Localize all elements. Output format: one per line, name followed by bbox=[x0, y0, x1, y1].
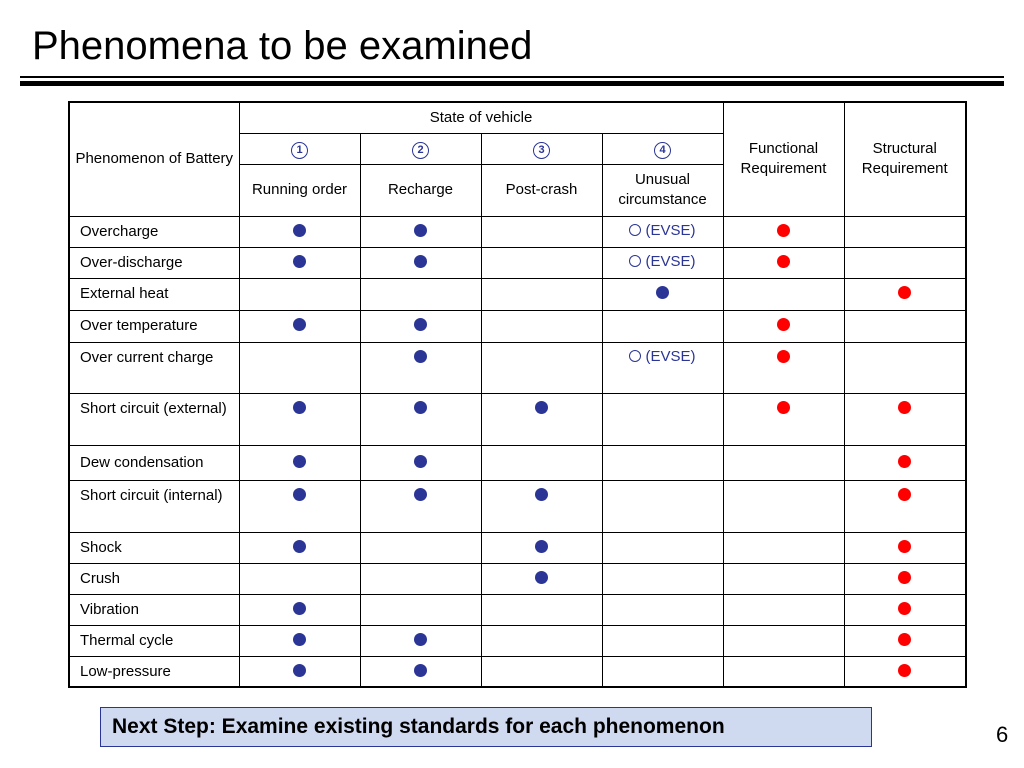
mark-cell bbox=[360, 625, 481, 656]
blue-dot-icon bbox=[293, 255, 306, 268]
mark-cell bbox=[360, 532, 481, 563]
page-number: 6 bbox=[996, 722, 1009, 747]
circled-number-2: 2 bbox=[412, 142, 429, 159]
blue-dot-icon bbox=[293, 488, 306, 501]
mark-cell bbox=[360, 216, 481, 247]
blue-dot-icon bbox=[293, 224, 306, 237]
phenomenon-name: Vibration bbox=[69, 594, 239, 625]
mark-cell bbox=[481, 656, 602, 687]
mark-cell bbox=[239, 625, 360, 656]
blue-dot-icon bbox=[293, 455, 306, 468]
blue-dot-icon bbox=[414, 455, 427, 468]
mark-cell bbox=[481, 445, 602, 480]
table-row bbox=[69, 247, 966, 278]
title-rule-thick bbox=[20, 81, 1004, 86]
red-dot-icon bbox=[898, 633, 911, 646]
mark-cell bbox=[723, 393, 844, 445]
blue-dot-icon bbox=[293, 318, 306, 331]
mark-cell bbox=[844, 310, 966, 342]
phenomenon-name: Over-discharge bbox=[69, 247, 239, 278]
circled-number-4: 4 bbox=[654, 142, 671, 159]
red-dot-icon bbox=[898, 602, 911, 615]
mark-cell bbox=[360, 445, 481, 480]
blue-dot-icon bbox=[535, 571, 548, 584]
circled-number-3: 3 bbox=[533, 142, 550, 159]
mark-cell bbox=[602, 563, 723, 594]
mark-cell bbox=[602, 342, 723, 393]
state-label-post-crash: Post-crash bbox=[481, 164, 602, 216]
table-row bbox=[69, 563, 966, 594]
header-structural-requirement: Structural Requirement bbox=[844, 102, 966, 216]
mark-cell bbox=[844, 342, 966, 393]
mark-cell bbox=[481, 625, 602, 656]
header-phenomenon: Phenomenon of Battery bbox=[69, 102, 239, 216]
mark-cell bbox=[239, 656, 360, 687]
mark-cell bbox=[602, 310, 723, 342]
red-dot-icon bbox=[898, 488, 911, 501]
red-dot-icon bbox=[898, 401, 911, 414]
mark-cell bbox=[360, 278, 481, 310]
blue-dot-icon bbox=[293, 401, 306, 414]
mark-cell bbox=[481, 594, 602, 625]
table-row bbox=[69, 445, 966, 480]
mark-cell bbox=[481, 216, 602, 247]
blue-dot-icon bbox=[535, 401, 548, 414]
header-functional-requirement: Functional Requirement bbox=[723, 102, 844, 216]
blue-dot-icon bbox=[414, 664, 427, 677]
red-dot-icon bbox=[898, 455, 911, 468]
table-row bbox=[69, 625, 966, 656]
phenomenon-name: Over current charge bbox=[69, 342, 239, 393]
blue-dot-icon bbox=[535, 488, 548, 501]
state-label-running-order: Running order bbox=[239, 164, 360, 216]
mark-cell bbox=[481, 247, 602, 278]
phenomenon-name: External heat bbox=[69, 278, 239, 310]
phenomenon-name: Over temperature bbox=[69, 310, 239, 342]
mark-cell bbox=[481, 532, 602, 563]
phenomenon-name: Short circuit (external) bbox=[69, 393, 239, 445]
table-row bbox=[69, 532, 966, 563]
red-dot-icon bbox=[777, 350, 790, 363]
mark-cell bbox=[723, 247, 844, 278]
mark-cell bbox=[481, 342, 602, 393]
open-circle-icon bbox=[629, 350, 641, 362]
mark-cell bbox=[239, 216, 360, 247]
state-number-4 bbox=[602, 133, 723, 164]
mark-cell bbox=[481, 480, 602, 532]
open-circle-icon bbox=[629, 224, 641, 236]
evse-mark bbox=[629, 253, 695, 270]
mark-cell bbox=[360, 480, 481, 532]
blue-dot-icon bbox=[414, 224, 427, 237]
blue-dot-icon bbox=[414, 350, 427, 363]
mark-cell bbox=[360, 342, 481, 393]
mark-cell bbox=[360, 393, 481, 445]
table-row bbox=[69, 656, 966, 687]
mark-cell bbox=[602, 216, 723, 247]
mark-cell bbox=[844, 656, 966, 687]
circled-number-1: 1 bbox=[291, 142, 308, 159]
state-number-3 bbox=[481, 133, 602, 164]
table-row bbox=[69, 480, 966, 532]
blue-dot-icon bbox=[414, 255, 427, 268]
mark-cell bbox=[239, 342, 360, 393]
mark-cell bbox=[723, 278, 844, 310]
title-rule-thin bbox=[20, 76, 1004, 78]
evse-mark bbox=[629, 348, 695, 365]
evse-label: (EVSE) bbox=[645, 252, 696, 270]
mark-cell bbox=[844, 247, 966, 278]
mark-cell bbox=[239, 278, 360, 310]
red-dot-icon bbox=[898, 540, 911, 553]
blue-dot-icon bbox=[535, 540, 548, 553]
blue-dot-icon bbox=[414, 401, 427, 414]
phenomenon-name: Low-pressure bbox=[69, 656, 239, 687]
state-number-1 bbox=[239, 133, 360, 164]
table-row bbox=[69, 216, 966, 247]
header-state-of-vehicle: State of vehicle bbox=[239, 102, 723, 133]
phenomenon-name: Short circuit (internal) bbox=[69, 480, 239, 532]
state-label-unusual-circumstance: Unusual circumstance bbox=[602, 164, 723, 216]
mark-cell bbox=[481, 393, 602, 445]
mark-cell bbox=[239, 532, 360, 563]
mark-cell bbox=[723, 625, 844, 656]
evse-label: (EVSE) bbox=[645, 347, 696, 365]
phenomenon-name: Thermal cycle bbox=[69, 625, 239, 656]
state-label-recharge: Recharge bbox=[360, 164, 481, 216]
table-row bbox=[69, 393, 966, 445]
mark-cell bbox=[602, 278, 723, 310]
mark-cell bbox=[723, 656, 844, 687]
mark-cell bbox=[239, 445, 360, 480]
mark-cell bbox=[602, 480, 723, 532]
mark-cell bbox=[844, 563, 966, 594]
mark-cell bbox=[723, 342, 844, 393]
red-dot-icon bbox=[777, 255, 790, 268]
evse-mark bbox=[629, 222, 695, 239]
blue-dot-icon bbox=[293, 633, 306, 646]
mark-cell bbox=[723, 216, 844, 247]
red-dot-icon bbox=[898, 571, 911, 584]
mark-cell bbox=[723, 594, 844, 625]
table-row bbox=[69, 594, 966, 625]
mark-cell bbox=[239, 563, 360, 594]
mark-cell bbox=[723, 445, 844, 480]
table-row bbox=[69, 342, 966, 393]
mark-cell bbox=[602, 656, 723, 687]
mark-cell bbox=[844, 625, 966, 656]
state-number-2 bbox=[360, 133, 481, 164]
blue-dot-icon bbox=[414, 633, 427, 646]
phenomena-table bbox=[68, 101, 967, 688]
mark-cell bbox=[602, 247, 723, 278]
mark-cell bbox=[844, 216, 966, 247]
mark-cell bbox=[602, 393, 723, 445]
next-step-banner: Next Step: Examine existing standards for each phenomenon bbox=[100, 707, 872, 747]
mark-cell bbox=[723, 532, 844, 563]
table-row bbox=[69, 310, 966, 342]
mark-cell bbox=[844, 278, 966, 310]
red-dot-icon bbox=[898, 664, 911, 677]
blue-dot-icon bbox=[414, 318, 427, 331]
mark-cell bbox=[602, 532, 723, 563]
mark-cell bbox=[602, 445, 723, 480]
red-dot-icon bbox=[898, 286, 911, 299]
mark-cell bbox=[239, 480, 360, 532]
mark-cell bbox=[360, 563, 481, 594]
mark-cell bbox=[239, 247, 360, 278]
mark-cell bbox=[239, 310, 360, 342]
mark-cell bbox=[360, 594, 481, 625]
mark-cell bbox=[844, 532, 966, 563]
mark-cell bbox=[844, 393, 966, 445]
red-dot-icon bbox=[777, 224, 790, 237]
blue-dot-icon bbox=[293, 602, 306, 615]
mark-cell bbox=[723, 310, 844, 342]
slide-title: Phenomena to be examined bbox=[32, 24, 533, 68]
mark-cell bbox=[844, 480, 966, 532]
mark-cell bbox=[360, 247, 481, 278]
mark-cell bbox=[239, 594, 360, 625]
mark-cell bbox=[602, 594, 723, 625]
mark-cell bbox=[723, 480, 844, 532]
mark-cell bbox=[723, 563, 844, 594]
blue-dot-icon bbox=[656, 286, 669, 299]
table-row bbox=[69, 278, 966, 310]
mark-cell bbox=[481, 278, 602, 310]
phenomenon-name: Dew condensation bbox=[69, 445, 239, 480]
blue-dot-icon bbox=[293, 664, 306, 677]
blue-dot-icon bbox=[414, 488, 427, 501]
evse-label: (EVSE) bbox=[645, 221, 696, 239]
red-dot-icon bbox=[777, 318, 790, 331]
red-dot-icon bbox=[777, 401, 790, 414]
mark-cell bbox=[844, 445, 966, 480]
mark-cell bbox=[360, 310, 481, 342]
mark-cell bbox=[239, 393, 360, 445]
mark-cell bbox=[844, 594, 966, 625]
mark-cell bbox=[481, 310, 602, 342]
mark-cell bbox=[481, 563, 602, 594]
blue-dot-icon bbox=[293, 540, 306, 553]
mark-cell bbox=[360, 656, 481, 687]
open-circle-icon bbox=[629, 255, 641, 267]
mark-cell bbox=[602, 625, 723, 656]
phenomenon-name: Shock bbox=[69, 532, 239, 563]
phenomenon-name: Crush bbox=[69, 563, 239, 594]
phenomenon-name: Overcharge bbox=[69, 216, 239, 247]
